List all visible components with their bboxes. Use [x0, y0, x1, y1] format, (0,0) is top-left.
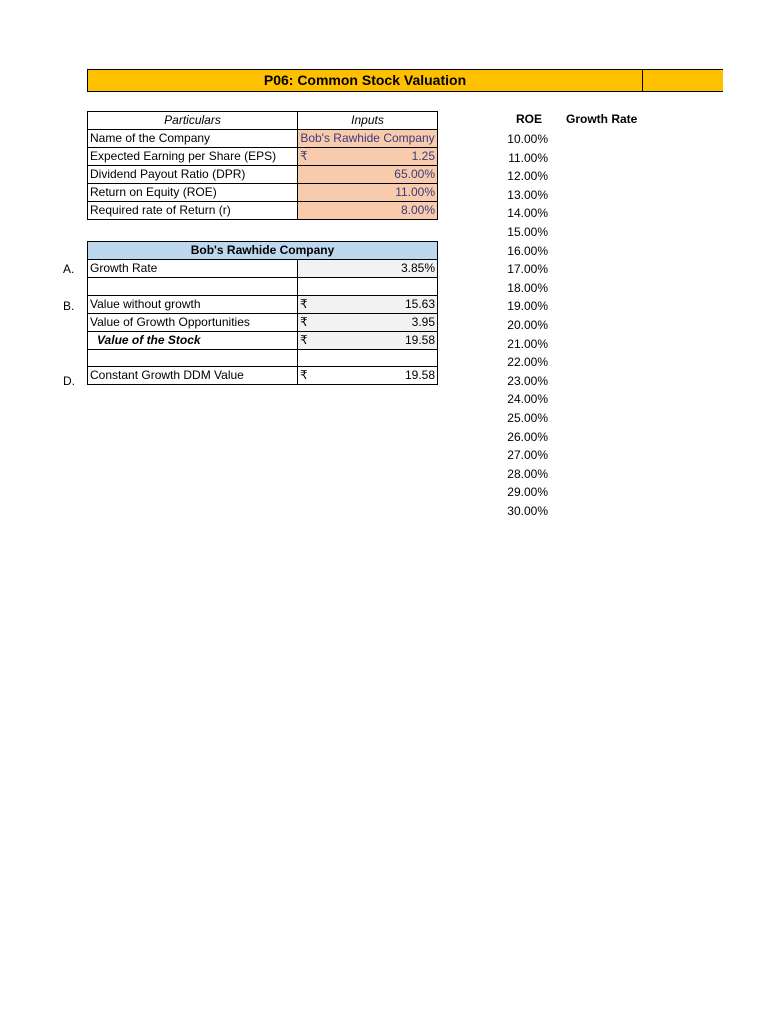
table-row [88, 166, 438, 184]
value-growth-opps: 3.95 [411, 314, 435, 329]
value-without-growth: 15.63 [404, 296, 435, 311]
empty-cell[interactable] [88, 278, 298, 296]
row-letter-d: D. [63, 374, 75, 388]
roe-cell[interactable]: 14.00% [507, 206, 548, 221]
roe-value: 11.00% [395, 185, 435, 199]
row-label: Dividend Payout Ratio (DPR) [88, 166, 298, 184]
roe-cell[interactable]: 27.00% [507, 448, 548, 463]
row-label: Required rate of Return (r) [88, 202, 298, 220]
results-table [87, 241, 438, 385]
roe-cell[interactable]: 26.00% [507, 429, 548, 444]
roe-input[interactable] [298, 184, 438, 202]
roe-cell[interactable]: 10.00% [507, 132, 548, 146]
required-return-value: 8.00% [400, 203, 435, 217]
table-row [88, 367, 438, 385]
row-label: Value without growth [88, 295, 298, 313]
company-name-input[interactable]: Bob's Rawhide Company [298, 130, 438, 148]
table-row [88, 260, 438, 278]
value-without-growth-cell[interactable] [298, 295, 438, 313]
dpr-value: 65.00% [394, 167, 435, 181]
growth-rate-value[interactable]: 3.85% [298, 260, 438, 278]
roe-cell[interactable]: 23.00% [507, 373, 548, 388]
table-row [88, 313, 438, 331]
table-row [88, 184, 438, 202]
row-letter-b: B. [63, 299, 75, 313]
rupee-symbol: ₹ [300, 149, 308, 163]
table-row [88, 148, 438, 166]
table-row [88, 295, 438, 313]
roe-cell[interactable]: 28.00% [507, 466, 548, 481]
roe-column-header: ROE [515, 112, 542, 126]
table-row [88, 331, 438, 349]
table-row [88, 349, 438, 367]
dpr-input[interactable] [298, 166, 438, 184]
roe-cell[interactable]: 18.00% [507, 280, 548, 295]
inputs-table [87, 111, 438, 220]
table-row [88, 242, 438, 260]
table-row [88, 130, 438, 148]
table-row [88, 202, 438, 220]
roe-cell[interactable]: 15.00% [507, 224, 548, 239]
value-of-stock: 19.58 [404, 332, 435, 347]
empty-cell[interactable] [298, 349, 438, 367]
inputs-header: Inputs [298, 112, 438, 130]
rupee-symbol: ₹ [300, 368, 308, 383]
roe-cell[interactable]: 11.00% [508, 150, 548, 165]
row-label: Value of the Stock [88, 331, 298, 349]
value-of-stock-cell[interactable] [298, 331, 438, 349]
roe-cell[interactable]: 24.00% [507, 392, 548, 407]
empty-cell[interactable] [298, 278, 438, 296]
eps-input[interactable] [298, 148, 438, 166]
roe-cell[interactable]: 19.00% [507, 299, 548, 314]
row-label: Constant Growth DDM Value [88, 367, 298, 385]
particulars-header: Particulars [88, 112, 298, 130]
row-letter-a: A. [63, 262, 75, 276]
rupee-symbol: ₹ [300, 332, 308, 347]
roe-cell[interactable]: 12.00% [507, 169, 548, 184]
required-return-input[interactable] [298, 202, 438, 220]
roe-cell[interactable]: 29.00% [507, 485, 548, 500]
eps-value: 1.25 [411, 149, 435, 163]
roe-cell[interactable]: 22.00% [507, 355, 548, 370]
roe-cell[interactable]: 21.00% [507, 336, 548, 351]
roe-cell[interactable]: 16.00% [507, 243, 548, 258]
page-title: P06: Common Stock Valuation [263, 72, 467, 88]
roe-cell[interactable]: 30.00% [507, 503, 548, 518]
table-row [88, 278, 438, 296]
rupee-symbol: ₹ [300, 296, 308, 311]
constant-growth-cell[interactable] [298, 367, 438, 385]
row-label: Return on Equity (ROE) [88, 184, 298, 202]
row-label: Expected Earning per Share (EPS) [88, 148, 298, 166]
row-label: Name of the Company [88, 130, 298, 148]
value-growth-opps-cell[interactable] [298, 313, 438, 331]
roe-cell[interactable]: 25.00% [507, 410, 548, 425]
roe-cell[interactable]: 13.00% [507, 187, 548, 202]
row-label: Value of Growth Opportunities [88, 313, 298, 331]
company-header: Bob's Rawhide Company [88, 242, 438, 260]
row-label: Growth Rate [88, 260, 298, 278]
growth-rate-column-header: Growth Rate [566, 112, 638, 126]
roe-cell[interactable]: 20.00% [507, 317, 548, 332]
rupee-symbol: ₹ [300, 314, 308, 329]
empty-cell[interactable] [88, 349, 298, 367]
roe-list [490, 130, 548, 520]
constant-growth-value: 19.58 [404, 368, 435, 383]
table-row [88, 112, 438, 130]
roe-cell[interactable]: 17.00% [507, 262, 548, 277]
